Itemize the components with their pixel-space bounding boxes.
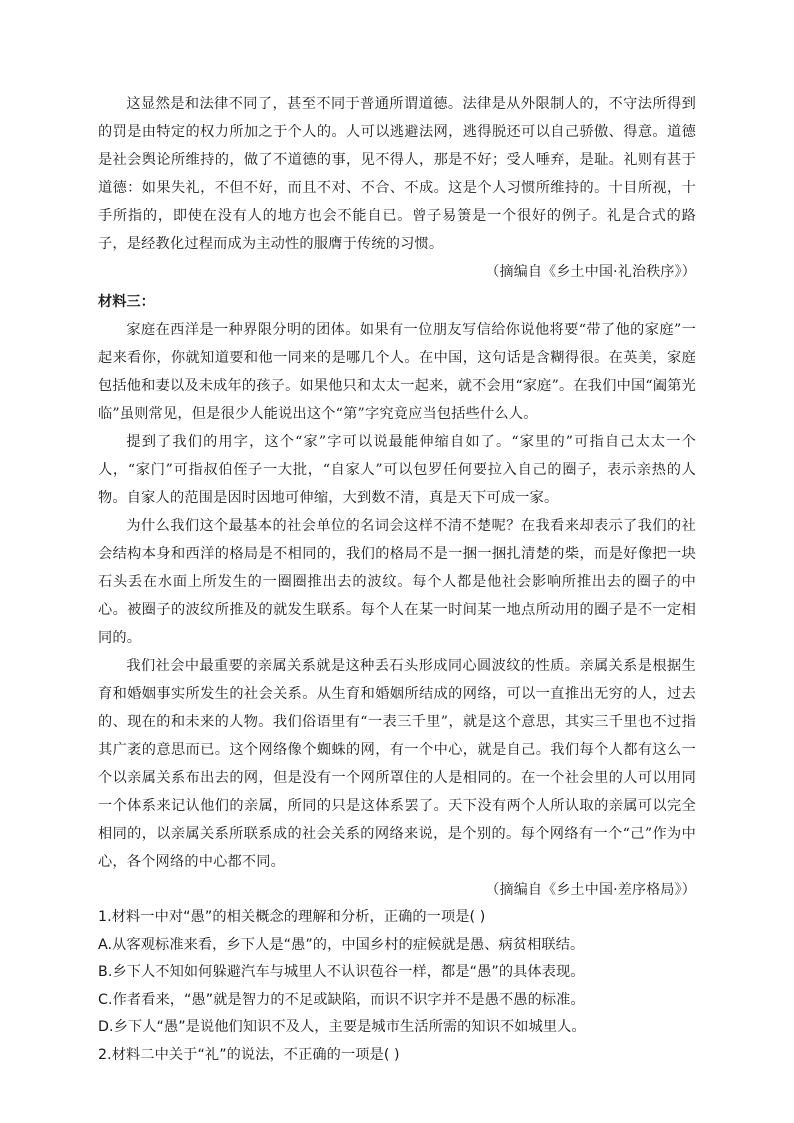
material3-paragraph-1: 家庭在西洋是一种界限分明的团体。如果有一位朋友写信给你说他将要“带了他的家庭”一起来看你，你就知道要和他一同来的是哪几个人。在中国，这句话是含糊得很。在英美，家庭包括他和妻以及未成年的孩子。如果他只和太太一起来，就不会用“家庭”。在我们中国“阖第光临”虽则常见，但是很少人能说出这个“第”字究竟应当包括些什么人。 bbox=[98, 322, 696, 422]
question-1-option-a: A.从客观标准来看，乡下人是“愚”的，中国乡村的症候就是愚、病贫相联结。 bbox=[98, 936, 585, 953]
source-citation-3: （摘编自《乡土中国·差序格局》） bbox=[485, 882, 696, 898]
material3-paragraph-3: 为什么我们这个最基本的社会单位的名词会这样不清不楚呢？在我看来却表示了我们的社会结构本身和西洋的格局是不相同的，我们的格局不是一捆一捆扎清楚的柴，而是好像把一块石头丢在水面上所发生的一圈圈推出去的波纹。每个人都是他社会影响所推出去的圈子的中心。被圈子的波纹所推及的就发生联系。每个人在某一时间某一地点所动用的圈子是不一定相同的。 bbox=[98, 518, 696, 646]
material3-heading: 材料三： bbox=[98, 294, 155, 310]
material3-paragraph-4: 我们社会中最重要的亲属关系就是这种丢石头形成同心圆波纹的性质。亲属关系是根据生育和婚姻事实所发生的社会关系。从生育和婚姻所结成的网络，可以一直推出无穷的人，过去的、现在的和未来的人物。我们俗语里有“一表三千里”，就是这个意思，其实三千里也不过指其广袤的意思而已。这个网络像个蜘蛛的网，有一个中心，就是自己。我们每个人都有这么一个以亲属关系布出去的网，但是没有一个网所罩住的人是相同的。在一个社会里的人可以用同一个体系来记认他们的亲属，所同的只是这体系罢了。天下没有两个人所认取的亲属可以完全相同的，以亲属关系所联系成的社会关系的网络来说，是个别的。每个网络有一个“己”作为中心，各个网络的中心都不同。 bbox=[98, 658, 696, 870]
question-1-option-b: B.乡下人不知如何躲避汽车与城里人不认识苞谷一样，都是“愚”的具体表现。 bbox=[98, 964, 585, 981]
question-1-option-c: C.作者看来，“愚”就是智力的不足或缺陷，而识不识字并不是愚不愚的标准。 bbox=[98, 991, 585, 1008]
question-1-option-d: D.乡下人“愚”是说他们知识不及人，主要是城市生活所需的知识不如城里人。 bbox=[98, 1019, 586, 1036]
question-2: 2.材料二中关于“礼”的说法，不正确的一项是( ) bbox=[98, 1046, 400, 1063]
material3-paragraph-2: 提到了我们的用字，这个“家”字可以说最能伸缩自如了。“家里的”可指自己太太一个人，“家门”可指叔伯侄子一大批，“自家人”可以包罗任何要拉入自己的圈子，表示亲热的人物。自家人的范围是因时因地可伸缩，大到数不清，真是天下可成一家。 bbox=[98, 434, 696, 506]
material2-closing-paragraph: 这显然是和法律不同了，甚至不同于普通所谓道德。法律是从外限制人的，不守法所得到的罚是由特定的权力所加之于个人的。人可以逃避法网，逃得脱还可以自己骄傲、得意。道德是社会舆论所维持的，做了不道德的事，见不得人，那是不好；受人唾弃，是耻。礼则有甚于道德：如果失礼，不但不好，而且不对、不合、不成。这是个人习惯所维持的。十目所视，十手所指的，即使在没有人的地方也会不能自已。曾子易箦是一个很好的例子。礼是合式的路子，是经教化过程而成为主动性的服膺于传统的习惯。 bbox=[98, 96, 696, 252]
source-citation-2: （摘编自《乡土中国·礼治秩序》） bbox=[485, 264, 696, 280]
question-block bbox=[98, 904, 696, 1070]
question-1: 1.材料一中对“愚”的相关概念的理解和分析，正确的一项是( ) bbox=[98, 909, 486, 925]
